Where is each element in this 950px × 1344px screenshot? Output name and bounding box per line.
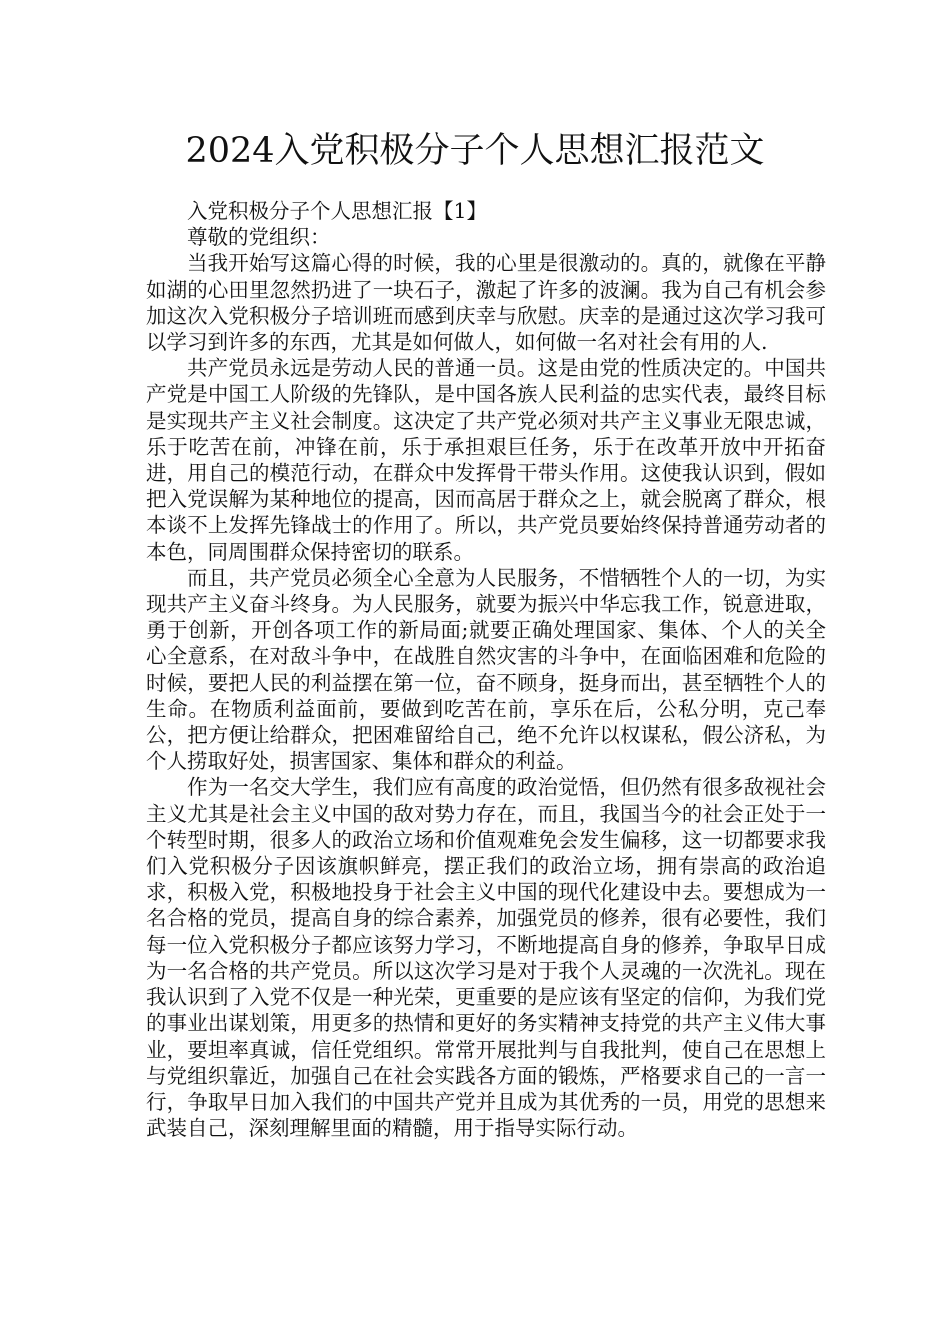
salutation: 尊敬的党组织： bbox=[187, 225, 331, 250]
body-paragraph: 作为一名交大学生，我们应有高度的政治觉悟，但仍然有很多敌视社会主义尤其是社会主义中国的敌对势力存在，而且，我国当今的社会正处于一个转型时期，很多人的政治立场和价值观难免会发生偏移，这一切都要求我们入党积极分子因该旗帜鲜亮，摆正我们的政治立场，拥有崇高的政治追求，积极入党，积极地投身于社会主义中国的现代化建设中去。要想成为一名合格的党员，提高自身的综合素养，加强党员的修养，很有必要性，我们每一位入党积极分子都应该努力学习，不断地提高自身的修养，争取早日成为一名合格的共产党员。所以这次学习是对于我个人灵魂的一次洗礼。现在我认识到了入党不仅是一种光荣，更重要的是应该有坚定的信仰，为我们党的事业出谋划策，用更多的热情和更好的务实精神支持党的共产主义伟大事业，要坦率真诚，信任党组织。常常开展批判与自我批判，使自己在思想上与党组织靠近，加强自己在社会实践各方面的锻炼，严格要求自己的一言一行，争取早日加入我们的中国共产党并且成为其优秀的一员，用党的思想来武装自己，深刻理解里面的精髓，用于指导实际行动。 bbox=[146, 775, 826, 1141]
body-paragraph: 而且，共产党员必须全心全意为人民服务，不惜牺牲个人的一切，为实现共产主义奋斗终身。为人民服务，就要为振兴中华忘我工作，锐意进取，勇于创新，开创各项工作的新局面;就要正确处理国家、集体、个人的关全心全意系，在对敌斗争中，在战胜自然灾害的斗争中，在面临困难和危险的时候，要把人民的利益摆在第一位，奋不顾身，挺身而出，甚至牺牲个人的生命。在物质利益面前，要做到吃苦在前，享乐在后，公私分明，克己奉公，把方便让给群众，把困难留给自己，绝不允许以权谋私，假公济私，为个人捞取好处，损害国家、集体和群众的利益。 bbox=[146, 565, 826, 774]
body-paragraph: 共产党员永远是劳动人民的普通一员。这是由党的性质决定的。中国共产党是中国工人阶级的先锋队，是中国各族人民利益的忠实代表，最终目标是实现共产主义社会制度。这决定了共产党必须对共产主义事业无限忠诚，乐于吃苦在前，冲锋在前，乐于承担艰巨任务，乐于在改革开放中开拓奋进，用自己的模范行动，在群众中发挥骨干带头作用。这使我认识到，假如把入党误解为某种地位的提高，因而高居于群众之上，就会脱离了群众，根本谈不上发挥先锋战士的作用了。所以，共产党员要始终保持普通劳动者的本色，同周围群众保持密切的联系。 bbox=[146, 356, 826, 564]
body-paragraph: 当我开始写这篇心得的时候，我的心里是很激动的。真的，就像在平静如湖的心田里忽然扔进了一块石子，激起了许多的波澜。我为自己有机会参加这次入党积极分子培训班而感到庆幸与欣慰。庆幸的是通过这次学习我可以学习到许多的东西，尤其是如何做人，如何做一名对社会有用的人. bbox=[146, 251, 826, 355]
document-body bbox=[146, 198, 826, 1141]
section-heading: 入党积极分子个人思想汇报【1】 bbox=[187, 199, 488, 223]
document-title: 2024入党积极分子个人思想汇报范文 bbox=[185, 131, 765, 171]
